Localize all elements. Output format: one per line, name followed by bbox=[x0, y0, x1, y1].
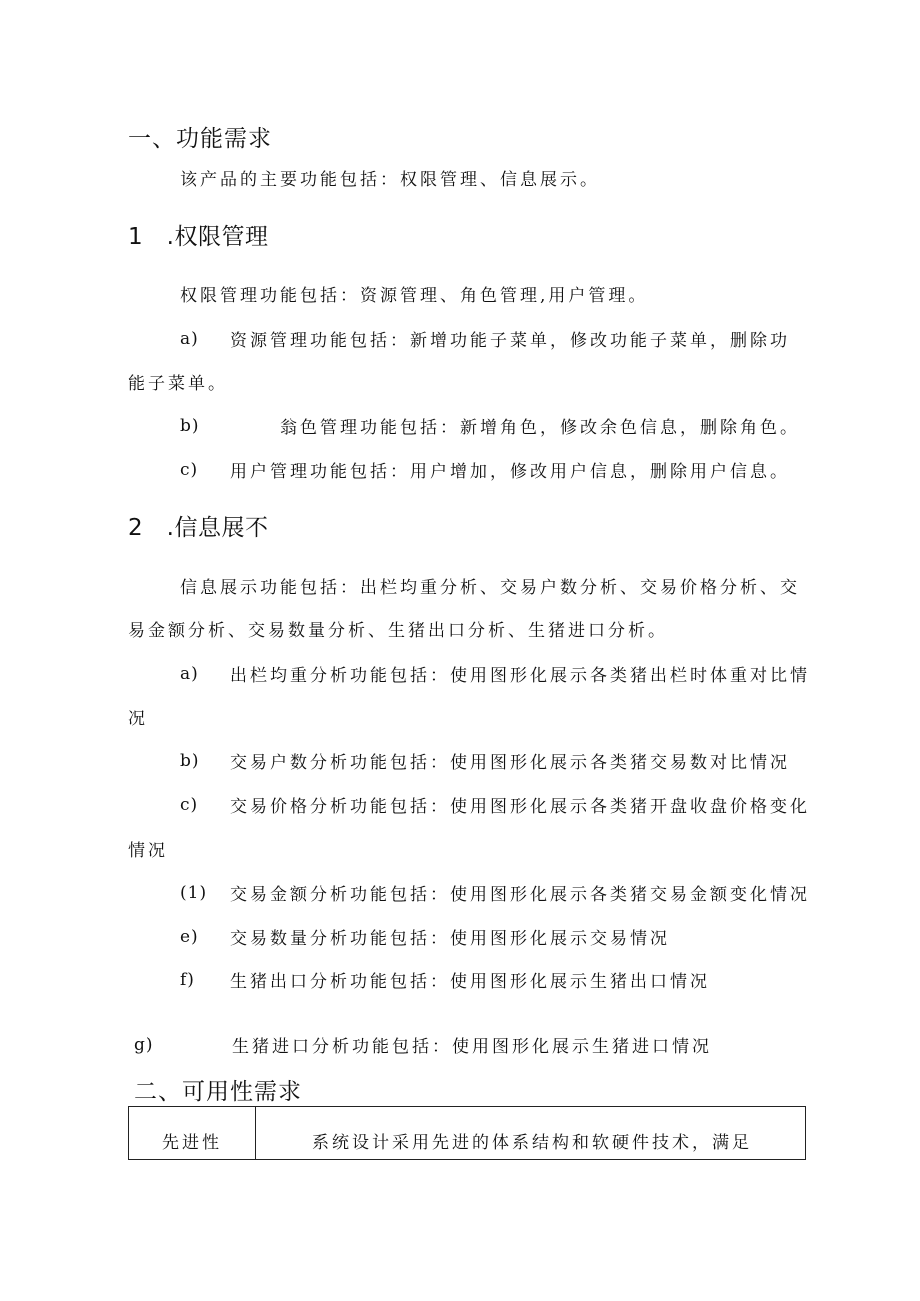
list-item-text: 生猪进口分析功能包括：使用图形化展示生猪进口情况 bbox=[232, 1037, 712, 1057]
list-item-label: c) bbox=[180, 795, 199, 815]
list-item-label: b) bbox=[180, 751, 200, 771]
section-title-functional: 一、功能需求 bbox=[128, 126, 272, 152]
section-title-usability: 二、可用性需求 bbox=[134, 1079, 302, 1105]
list-item-text: 出栏均重分析功能包括：使用图形化展示各类猪出栏时体重对比情 bbox=[230, 666, 810, 686]
list-item-label: c) bbox=[180, 460, 199, 480]
subsection-title-info-display: 2 .信息展不 bbox=[128, 515, 269, 541]
list-item-label: a) bbox=[180, 664, 199, 684]
table-cell-value: 系统设计采用先进的体系结构和软硬件技术，满足 bbox=[256, 1107, 806, 1160]
subsection-intro-permission: 权限管理功能包括：资源管理、角色管理,用户管理。 bbox=[180, 286, 649, 306]
list-item-text-cont: 况 bbox=[128, 709, 148, 729]
list-item-text: 交易户数分析功能包括：使用图形化展示各类猪交易数对比情况 bbox=[230, 753, 790, 773]
list-item-text: 翁色管理功能包括：新增角色，修改余色信息，删除角色。 bbox=[280, 418, 800, 438]
list-item-label: a) bbox=[180, 329, 199, 349]
list-item-text-cont: 能子菜单。 bbox=[128, 374, 228, 394]
list-item-text: 用户管理功能包括：用户增加，修改用户信息，删除用户信息。 bbox=[230, 462, 790, 482]
subsection-intro-info-display: 信息展示功能包括：出栏均重分析、交易户数分析、交易价格分析、交 bbox=[180, 578, 800, 598]
requirements-table bbox=[128, 1106, 806, 1160]
list-item-text: 交易数量分析功能包括：使用图形化展示交易情况 bbox=[230, 929, 670, 949]
list-item-text: 交易价格分析功能包括：使用图形化展示各类猪开盘收盘价格变化 bbox=[230, 797, 810, 817]
list-item-label: (1) bbox=[180, 883, 208, 903]
table-cell-key: 先进性 bbox=[129, 1107, 256, 1160]
list-item-text: 生猪出口分析功能包括：使用图形化展示生猪出口情况 bbox=[230, 972, 710, 992]
table-row bbox=[129, 1107, 806, 1160]
list-item-label: g) bbox=[134, 1035, 154, 1055]
subsection-title-permission: 1 .权限管理 bbox=[128, 224, 269, 250]
list-item-label: b) bbox=[180, 416, 200, 436]
subsection-intro-info-display-cont: 易金额分析、交易数量分析、生猪出口分析、生猪进口分析。 bbox=[128, 621, 668, 641]
list-item-text: 资源管理功能包括：新增功能子菜单，修改功能子菜单，删除功 bbox=[230, 331, 790, 351]
list-item-text-cont: 情况 bbox=[128, 841, 168, 861]
list-item-label: e) bbox=[180, 927, 199, 947]
section-intro: 该产品的主要功能包括：权限管理、信息展示。 bbox=[180, 170, 600, 190]
list-item-label: f) bbox=[180, 970, 195, 990]
list-item-text: 交易金额分析功能包括：使用图形化展示各类猪交易金额变化情况 bbox=[230, 885, 810, 905]
